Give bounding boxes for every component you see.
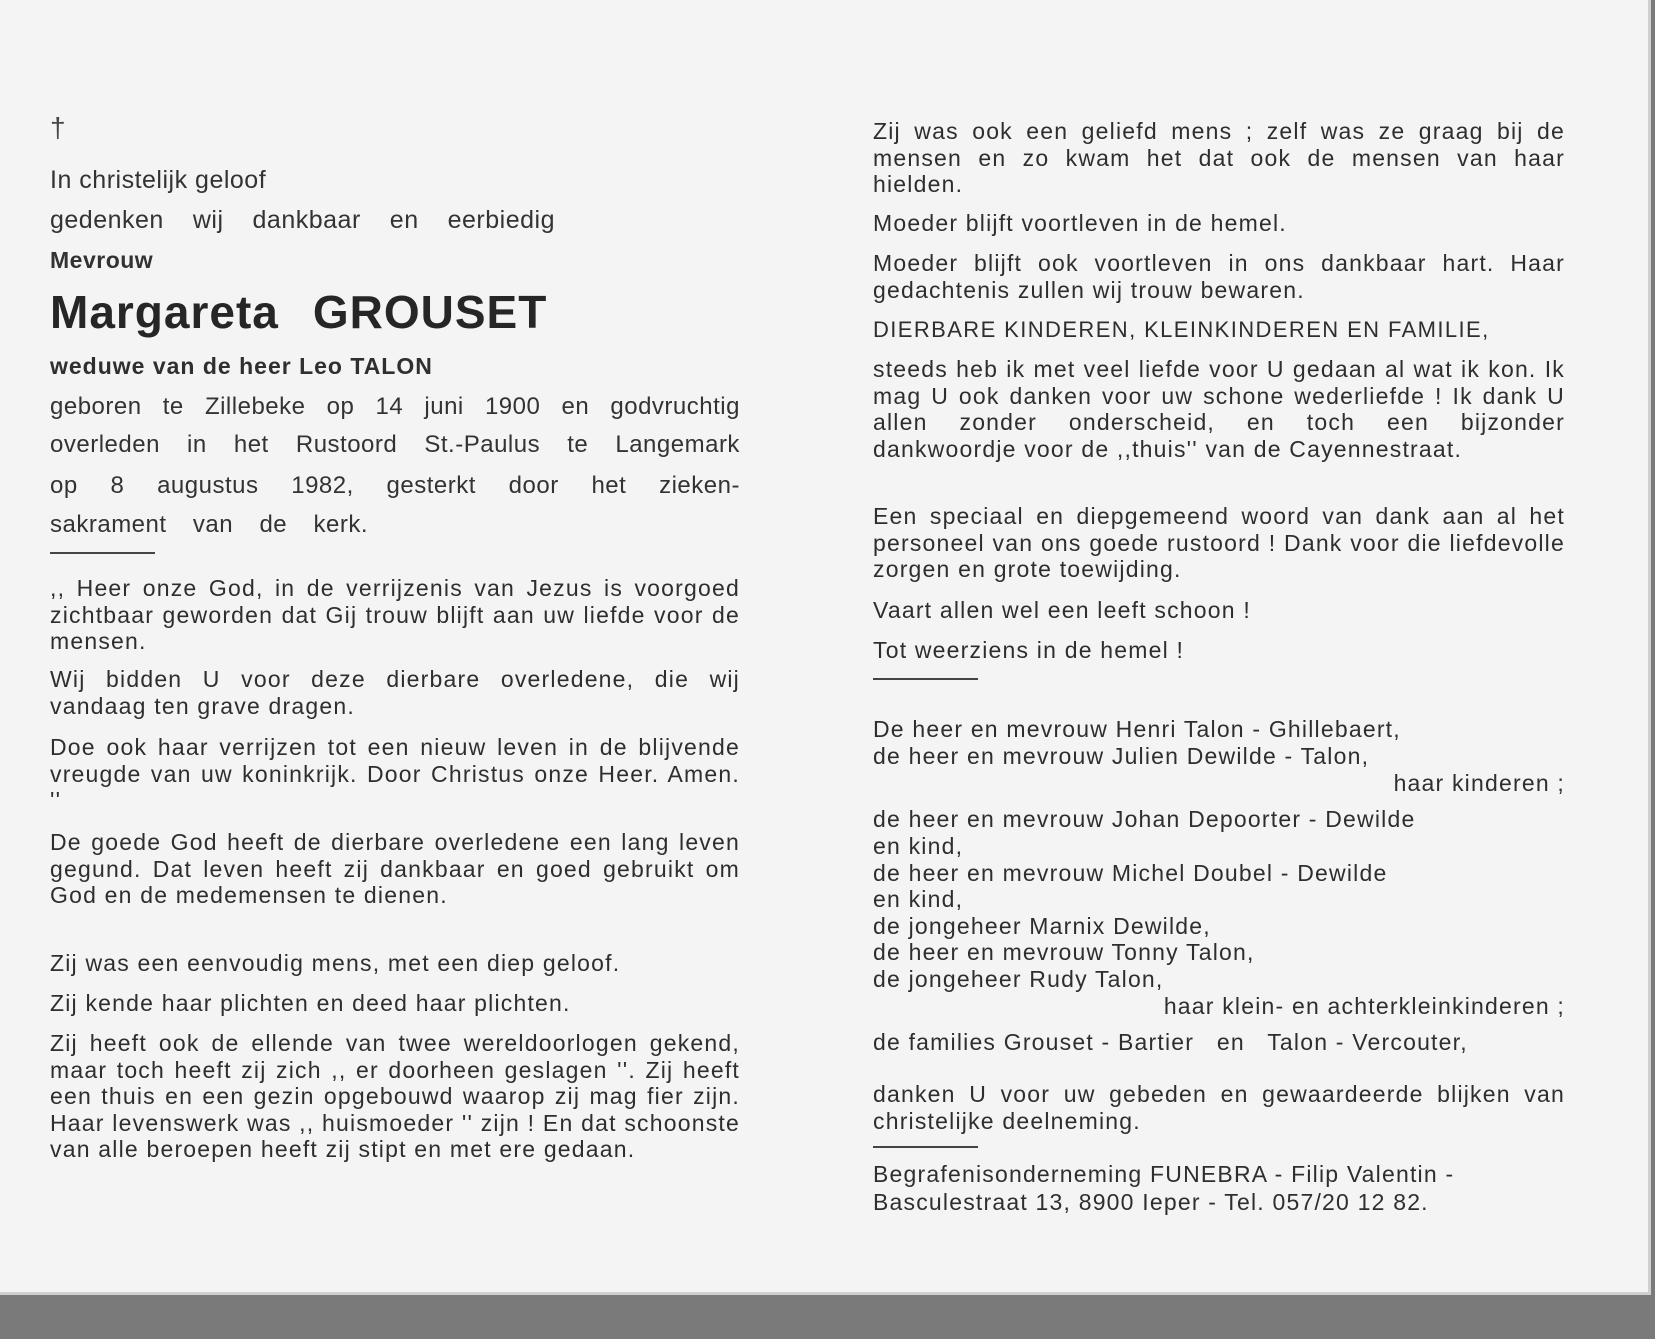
honorific: Mevrouw [50,247,154,273]
intro-word: en [389,206,419,234]
bio-word: juni [424,393,464,420]
family-line-9: de jongeheer Rudy Talon, [873,966,1164,992]
undertaker-line-1: Begrafenisonderneming FUNEBRA - Filip Valentin - [873,1161,1455,1187]
intro-word: dankbaar [252,206,361,234]
family-line-5: de heer en mevrouw Michel Doubel - Dewilde [873,860,1388,886]
bio-line-1 [50,393,740,421]
right-paragraph-2: Moeder blijft voortleven in de hemel. [873,210,1287,236]
undertaker-line-2: Basculestraat 13, 8900 Ieper - Tel. 057/20 12 82. [873,1189,1429,1215]
bio-word: te [567,431,589,458]
family-line-8: de heer en mevrouw Tonny Talon, [873,939,1255,965]
bio-word: St.-Paulus [424,431,541,458]
bio-word: kerk. [313,511,368,538]
bio-word: godvruchtig [610,393,740,420]
bio-word: 14 [375,393,404,420]
cross-icon: † [50,112,66,143]
children-label: haar kinderen ; [1393,770,1565,796]
family-line-7: de jongeheer Marnix Dewilde, [873,913,1211,939]
prayer-paragraph-3: Doe ook haar verrijzen tot een nieuw leven in de blijvende vreugde van uw koninkrijk. Door Christus onze Heer. Amen. '' [50,734,740,813]
right-paragraph-5: steeds heb ik met veel liefde voor U gedaan al wat ik kon. Ik mag U ook danken voor uw schone wederliefde ! Ik dank U allen zonder onderscheid, en toch een bijzonder dankwoordje voor de ,,thuis'' van de Cayennestraat. [873,356,1565,462]
bio-word: op [50,472,78,499]
intro-word: gedenken [50,206,164,234]
bio-word: en [561,393,590,420]
bio-word: te [162,393,184,420]
bio-word: geboren [50,393,142,420]
bio-word: op [326,393,355,420]
prayer-paragraph-2: Wij bidden U voor deze dierbare overledene, die wij vandaag ten grave dragen. [50,666,740,719]
life-paragraph-1: De goede God heeft de dierbare overledene een lang leven gegund. Dat leven heeft zij dankbaar en goed gebruikt om God en de medemensen te dienen. [50,829,740,908]
right-paragraph-8: Tot weerziens in de hemel ! [873,637,1185,663]
family-line-2: de heer en mevrouw Julien Dewilde - Talon, [873,743,1370,769]
right-paragraph-7: Vaart allen wel een leeft schoon ! [873,597,1251,623]
bio-word: zieken- [659,472,740,499]
address-heading: DIERBARE KINDEREN, KLEINKINDEREN EN FAMILIE, [873,317,1490,342]
family-line-3: de heer en mevrouw Johan Depoorter - Dewilde [873,806,1416,832]
bio-word: van [192,511,234,538]
family-line-4: en kind, [873,833,964,859]
life-paragraph-4: Zij heeft ook de ellende van twee wereldoorlogen gekend, maar toch heeft zij zich ,, er doorheen geslagen ''. Zij heeft een thuis en een gezin opgebouwd waarop zij mag fier zijn. Haar levenswerk was ,, huismoeder '' zijn ! En dat schoonste van alle beroepen heeft zij stipt en met ere gedaan. [50,1030,740,1162]
intro-line-2 [50,206,555,235]
grandchildren-label: haar klein- en achterkleinkinderen ; [1163,993,1565,1019]
right-paragraph-6: Een speciaal en diepgemeend woord van dank aan al het personeel van ons goede rustoord ! Dank voor die liefdevolle zorgen en grote toewijding. [873,503,1565,582]
bio-line-3 [50,472,740,500]
bio-word: Rustoord [295,431,398,458]
bio-word: 1900 [484,393,541,420]
bio-line-2 [50,431,740,459]
bio-word: 1982, [291,472,354,499]
widow-of: weduwe van de heer Leo TALON [50,353,433,379]
bio-word: in [187,431,207,458]
intro-word: wij [192,206,224,234]
intro-line-1: In christelijk geloof [50,166,267,194]
first-name: Margareta [50,286,279,338]
surname: GROUSET [312,286,548,338]
bio-word: sakrament [50,511,167,538]
family-line-1: De heer en mevrouw Henri Talon - Ghillebaert, [873,716,1401,742]
prayer-paragraph-1: ,, Heer onze God, in de verrijzenis van Jezus is voorgoed zichtbaar geworden dat Gij trouw blijft aan uw liefde voor de mensen. [50,575,740,654]
right-paragraph-1: Zij was ook een geliefd mens ; zelf was ze graag bij de mensen en zo kwam het dat ook de mensen van haar hielden. [873,118,1565,197]
bio-word: het [233,431,269,458]
bio-word: augustus [157,472,259,499]
families-line: de families Grouset - Bartier en Talon - Vercouter, [873,1029,1468,1055]
divider [873,1146,978,1148]
bio-word: Langemark [615,431,740,458]
divider [873,678,978,680]
bio-word: gesterkt [386,472,476,499]
life-paragraph-2: Zij was een eenvoudig mens, met een diep geloof. [50,950,621,976]
deceased-name [50,285,547,339]
family-line-6: en kind, [873,886,964,912]
bio-word: de [259,511,288,538]
divider [50,552,155,554]
intro-word: eerbiedig [447,206,555,234]
bio-word: overleden [50,431,160,458]
thanks-paragraph: danken U voor uw gebeden en gewaardeerde blijken van christelijke deelneming. [873,1081,1565,1134]
right-paragraph-3: Moeder blijft ook voortleven in ons dankbaar hart. Haar gedachtenis zullen wij trouw bewaren. [873,250,1565,303]
bio-word: 8 [110,472,125,499]
bio-word: het [591,472,627,499]
bio-line-4 [50,511,368,539]
bio-word: door [508,472,559,499]
bio-word: Zillebeke [204,393,306,420]
life-paragraph-3: Zij kende haar plichten en deed haar plichten. [50,990,571,1016]
